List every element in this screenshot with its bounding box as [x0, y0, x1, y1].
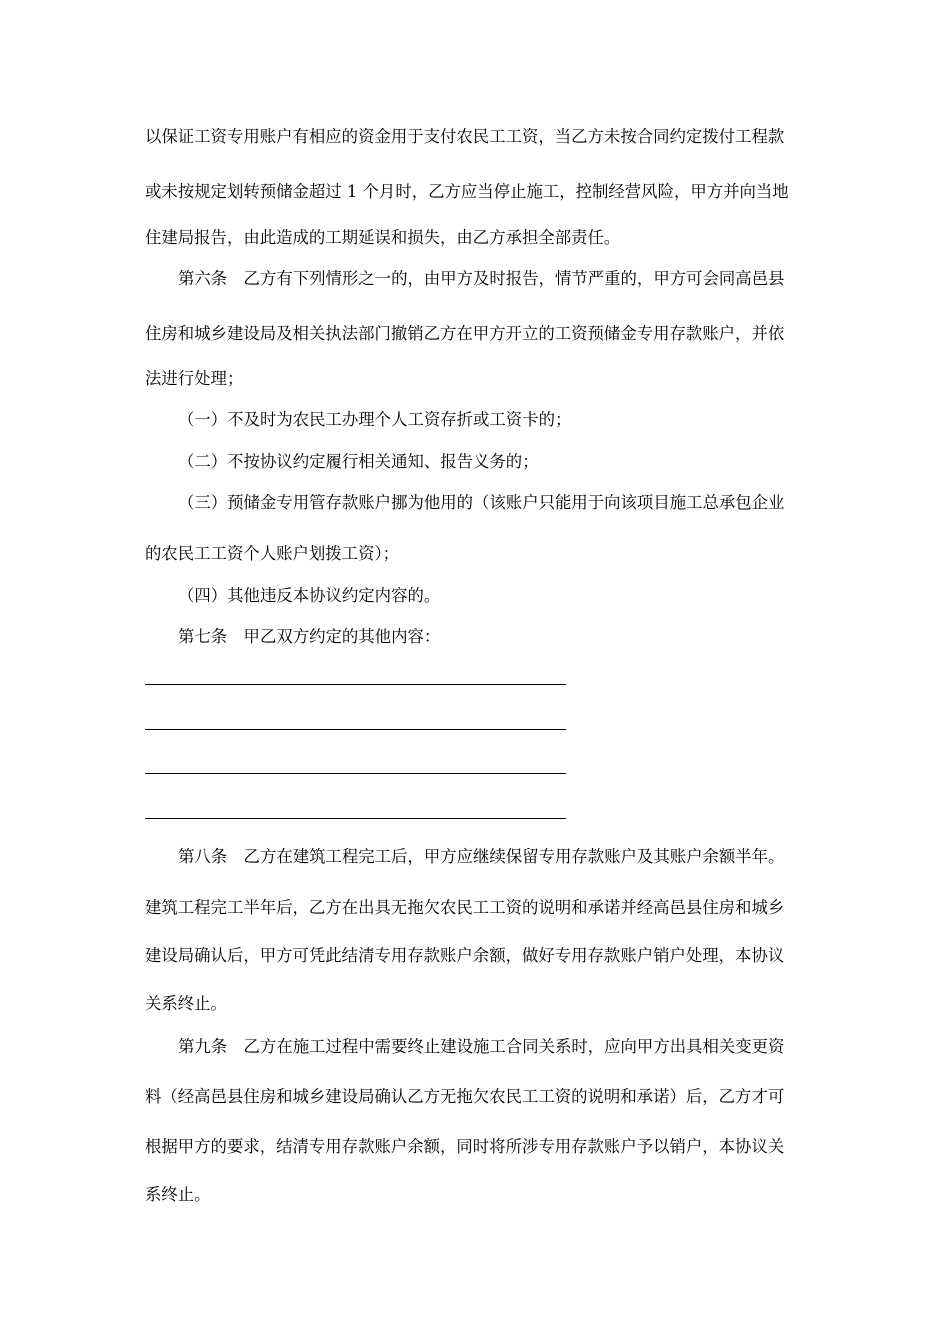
article-8-line-2: 建筑工程完工半年后，乙方在出具无拖欠农民工工资的说明和承诺并经高邑县住房和城乡 — [145, 898, 785, 917]
article-6-line-1: 第六条 乙方有下列情形之一的，由甲方及时报告，情节严重的，甲方可会同高邑县 — [178, 269, 785, 288]
article-6-item-2: （二）不按协议约定履行相关通知、报告义务的； — [178, 452, 539, 471]
article-6-item-3-line-1: （三）预储金专用管存款账户挪为他用的（该账户只能用于向该项目施工总承包企业 — [178, 493, 785, 512]
article-8-line-1: 第八条 乙方在建筑工程完工后，甲方应继续保留专用存款账户及其账户余额半年。 — [178, 847, 785, 866]
article-6-item-1: （一）不及时为农民工办理个人工资存折或工资卡的； — [178, 410, 572, 429]
article-8-line-3: 建设局确认后，甲方可凭此结清专用存款账户余额，做好专用存款账户销户处理，本协议 — [145, 946, 785, 965]
article-6-line-2: 住房和城乡建设局及相关执法部门撤销乙方在甲方开立的工资预储金专用存款账户，并依 — [145, 324, 785, 343]
article-8-line-4: 关系终止。 — [145, 994, 227, 1013]
article-7-line-1: 第七条 甲乙双方约定的其他内容： — [178, 627, 441, 646]
article-6-line-3: 法进行处理； — [145, 369, 244, 388]
para-5-cont-line-1: 以保证工资专用账户有相应的资金用于支付农民工工资，当乙方未按合同约定拨付工程款 — [145, 127, 785, 146]
article-9-line-2: 料（经高邑县住房和城乡建设局确认乙方无拖欠农民工工资的说明和承诺）后，乙方才可 — [145, 1087, 785, 1106]
article-9-line-3: 根据甲方的要求，结清专用存款账户余额，同时将所涉专用存款账户予以销户，本协议关 — [145, 1137, 785, 1156]
para-5-cont-line-3: 住建局报告，由此造成的工期延误和损失，由乙方承担全部责任。 — [145, 228, 621, 247]
article-9-line-4: 系终止。 — [145, 1185, 211, 1204]
article-9-line-1: 第九条 乙方在施工过程中需要终止建设施工合同关系时，应向甲方出具相关变更资 — [178, 1037, 785, 1056]
article-6-item-3-line-2: 的农民工工资个人账户划拨工资）； — [145, 544, 400, 563]
blank-fill-line-1 — [145, 684, 566, 685]
para-5-cont-line-2: 或未按规定划转预储金超过 1 个月时，乙方应当停止施工，控制经营风险，甲方并向当地 — [145, 182, 789, 201]
blank-fill-line-3 — [145, 773, 566, 774]
blank-fill-line-2 — [145, 729, 566, 730]
article-6-item-4: （四）其他违反本协议约定内容的。 — [178, 586, 441, 605]
blank-fill-line-4 — [145, 818, 566, 819]
